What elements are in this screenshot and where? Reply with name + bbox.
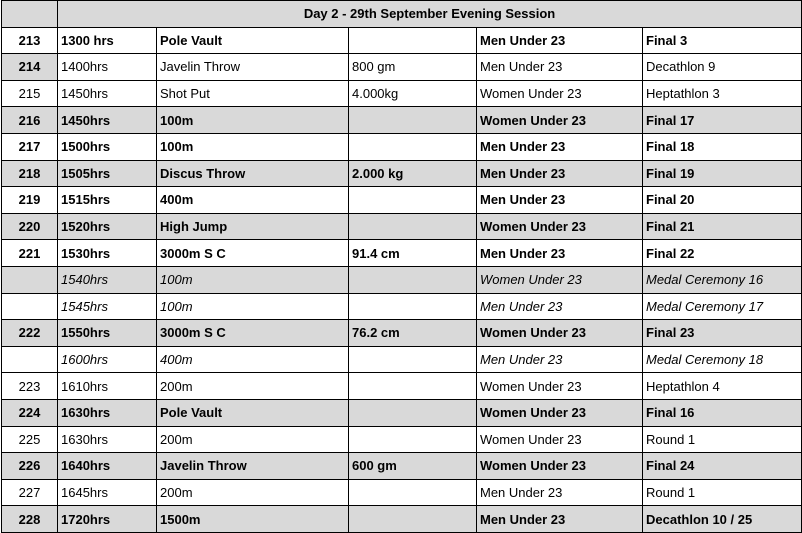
event-number	[2, 346, 58, 373]
header-row	[2, 1, 802, 28]
event-category: Women Under 23	[477, 107, 643, 134]
event-category: Men Under 23	[477, 346, 643, 373]
schedule-body	[2, 1, 802, 533]
table-row	[2, 240, 802, 267]
event-time: 1520hrs	[58, 213, 157, 240]
event-category: Women Under 23	[477, 213, 643, 240]
event-number: 227	[2, 479, 58, 506]
event-round: Final 19	[643, 160, 802, 187]
event-number: 218	[2, 160, 58, 187]
event-time: 1640hrs	[58, 453, 157, 480]
event-time: 1545hrs	[58, 293, 157, 320]
event-category: Men Under 23	[477, 187, 643, 214]
event-time: 1400hrs	[58, 54, 157, 81]
event-time: 1645hrs	[58, 479, 157, 506]
event-spec	[349, 213, 477, 240]
table-row	[2, 213, 802, 240]
table-row	[2, 399, 802, 426]
table-row	[2, 187, 802, 214]
event-round: Final 24	[643, 453, 802, 480]
event-name: Javelin Throw	[157, 453, 349, 480]
event-round: Decathlon 9	[643, 54, 802, 81]
event-time: 1630hrs	[58, 399, 157, 426]
event-round: Final 23	[643, 320, 802, 347]
event-category: Women Under 23	[477, 320, 643, 347]
event-time: 1505hrs	[58, 160, 157, 187]
event-category: Men Under 23	[477, 54, 643, 81]
event-round: Round 1	[643, 426, 802, 453]
table-row	[2, 160, 802, 187]
event-number: 220	[2, 213, 58, 240]
event-number: 222	[2, 320, 58, 347]
event-spec: 2.000 kg	[349, 160, 477, 187]
event-spec	[349, 399, 477, 426]
event-category: Women Under 23	[477, 399, 643, 426]
event-category: Men Under 23	[477, 240, 643, 267]
event-name: 100m	[157, 293, 349, 320]
table-row	[2, 479, 802, 506]
event-category: Women Under 23	[477, 266, 643, 293]
event-number: 214	[2, 54, 58, 81]
event-number: 221	[2, 240, 58, 267]
event-time: 1720hrs	[58, 506, 157, 533]
event-time: 1500hrs	[58, 133, 157, 160]
event-spec	[349, 506, 477, 533]
event-spec: 76.2 cm	[349, 320, 477, 347]
event-name: Pole Vault	[157, 399, 349, 426]
table-row	[2, 293, 802, 320]
event-name: Shot Put	[157, 80, 349, 107]
table-row	[2, 54, 802, 81]
event-time: 1450hrs	[58, 80, 157, 107]
event-time: 1630hrs	[58, 426, 157, 453]
event-round: Final 3	[643, 27, 802, 54]
event-name: Discus Throw	[157, 160, 349, 187]
session-title: Day 2 - 29th September Evening Session	[58, 1, 802, 28]
event-name: 3000m S C	[157, 240, 349, 267]
event-name: 100m	[157, 107, 349, 134]
event-name: 200m	[157, 426, 349, 453]
event-number: 219	[2, 187, 58, 214]
event-number: 223	[2, 373, 58, 400]
event-round: Final 20	[643, 187, 802, 214]
table-row	[2, 346, 802, 373]
event-number	[2, 293, 58, 320]
event-spec	[349, 373, 477, 400]
table-row	[2, 133, 802, 160]
event-category: Men Under 23	[477, 506, 643, 533]
event-name: 400m	[157, 346, 349, 373]
event-spec	[349, 133, 477, 160]
event-name: Pole Vault	[157, 27, 349, 54]
event-time: 1300 hrs	[58, 27, 157, 54]
event-spec	[349, 426, 477, 453]
event-time: 1610hrs	[58, 373, 157, 400]
event-category: Women Under 23	[477, 453, 643, 480]
event-name: 3000m S C	[157, 320, 349, 347]
event-time: 1515hrs	[58, 187, 157, 214]
event-name: 400m	[157, 187, 349, 214]
event-name: 100m	[157, 266, 349, 293]
event-spec	[349, 187, 477, 214]
event-spec: 91.4 cm	[349, 240, 477, 267]
table-row	[2, 373, 802, 400]
event-number: 213	[2, 27, 58, 54]
event-round: Heptathlon 4	[643, 373, 802, 400]
event-category: Women Under 23	[477, 426, 643, 453]
event-round: Medal Ceremony 18	[643, 346, 802, 373]
table-row	[2, 27, 802, 54]
event-category: Women Under 23	[477, 373, 643, 400]
event-spec	[349, 107, 477, 134]
event-name: 100m	[157, 133, 349, 160]
event-time: 1530hrs	[58, 240, 157, 267]
event-round: Medal Ceremony 17	[643, 293, 802, 320]
event-name: Javelin Throw	[157, 54, 349, 81]
event-name: 200m	[157, 479, 349, 506]
event-name: 200m	[157, 373, 349, 400]
event-spec: 800 gm	[349, 54, 477, 81]
event-spec: 4.000kg	[349, 80, 477, 107]
header-blank-cell	[2, 1, 58, 28]
event-spec	[349, 479, 477, 506]
event-category: Men Under 23	[477, 133, 643, 160]
schedule-table	[1, 0, 802, 533]
event-spec	[349, 346, 477, 373]
event-number: 216	[2, 107, 58, 134]
event-round: Decathlon 10 / 25	[643, 506, 802, 533]
event-time: 1540hrs	[58, 266, 157, 293]
event-category: Women Under 23	[477, 80, 643, 107]
table-row	[2, 266, 802, 293]
event-number: 226	[2, 453, 58, 480]
event-round: Round 1	[643, 479, 802, 506]
event-number: 228	[2, 506, 58, 533]
event-round: Final 16	[643, 399, 802, 426]
event-category: Men Under 23	[477, 479, 643, 506]
event-spec	[349, 293, 477, 320]
event-number: 217	[2, 133, 58, 160]
table-row	[2, 506, 802, 533]
event-name: High Jump	[157, 213, 349, 240]
event-round: Final 17	[643, 107, 802, 134]
event-number: 215	[2, 80, 58, 107]
table-row	[2, 80, 802, 107]
event-number: 225	[2, 426, 58, 453]
event-spec: 600 gm	[349, 453, 477, 480]
event-spec	[349, 27, 477, 54]
event-time: 1550hrs	[58, 320, 157, 347]
event-round: Final 18	[643, 133, 802, 160]
table-row	[2, 320, 802, 347]
event-number	[2, 266, 58, 293]
event-category: Men Under 23	[477, 293, 643, 320]
event-spec	[349, 266, 477, 293]
event-name: 1500m	[157, 506, 349, 533]
event-number: 224	[2, 399, 58, 426]
event-round: Final 22	[643, 240, 802, 267]
event-round: Heptathlon 3	[643, 80, 802, 107]
event-time: 1450hrs	[58, 107, 157, 134]
event-round: Medal Ceremony 16	[643, 266, 802, 293]
event-round: Final 21	[643, 213, 802, 240]
table-row	[2, 426, 802, 453]
event-category: Men Under 23	[477, 160, 643, 187]
event-category: Men Under 23	[477, 27, 643, 54]
table-row	[2, 107, 802, 134]
table-row	[2, 453, 802, 480]
event-time: 1600hrs	[58, 346, 157, 373]
